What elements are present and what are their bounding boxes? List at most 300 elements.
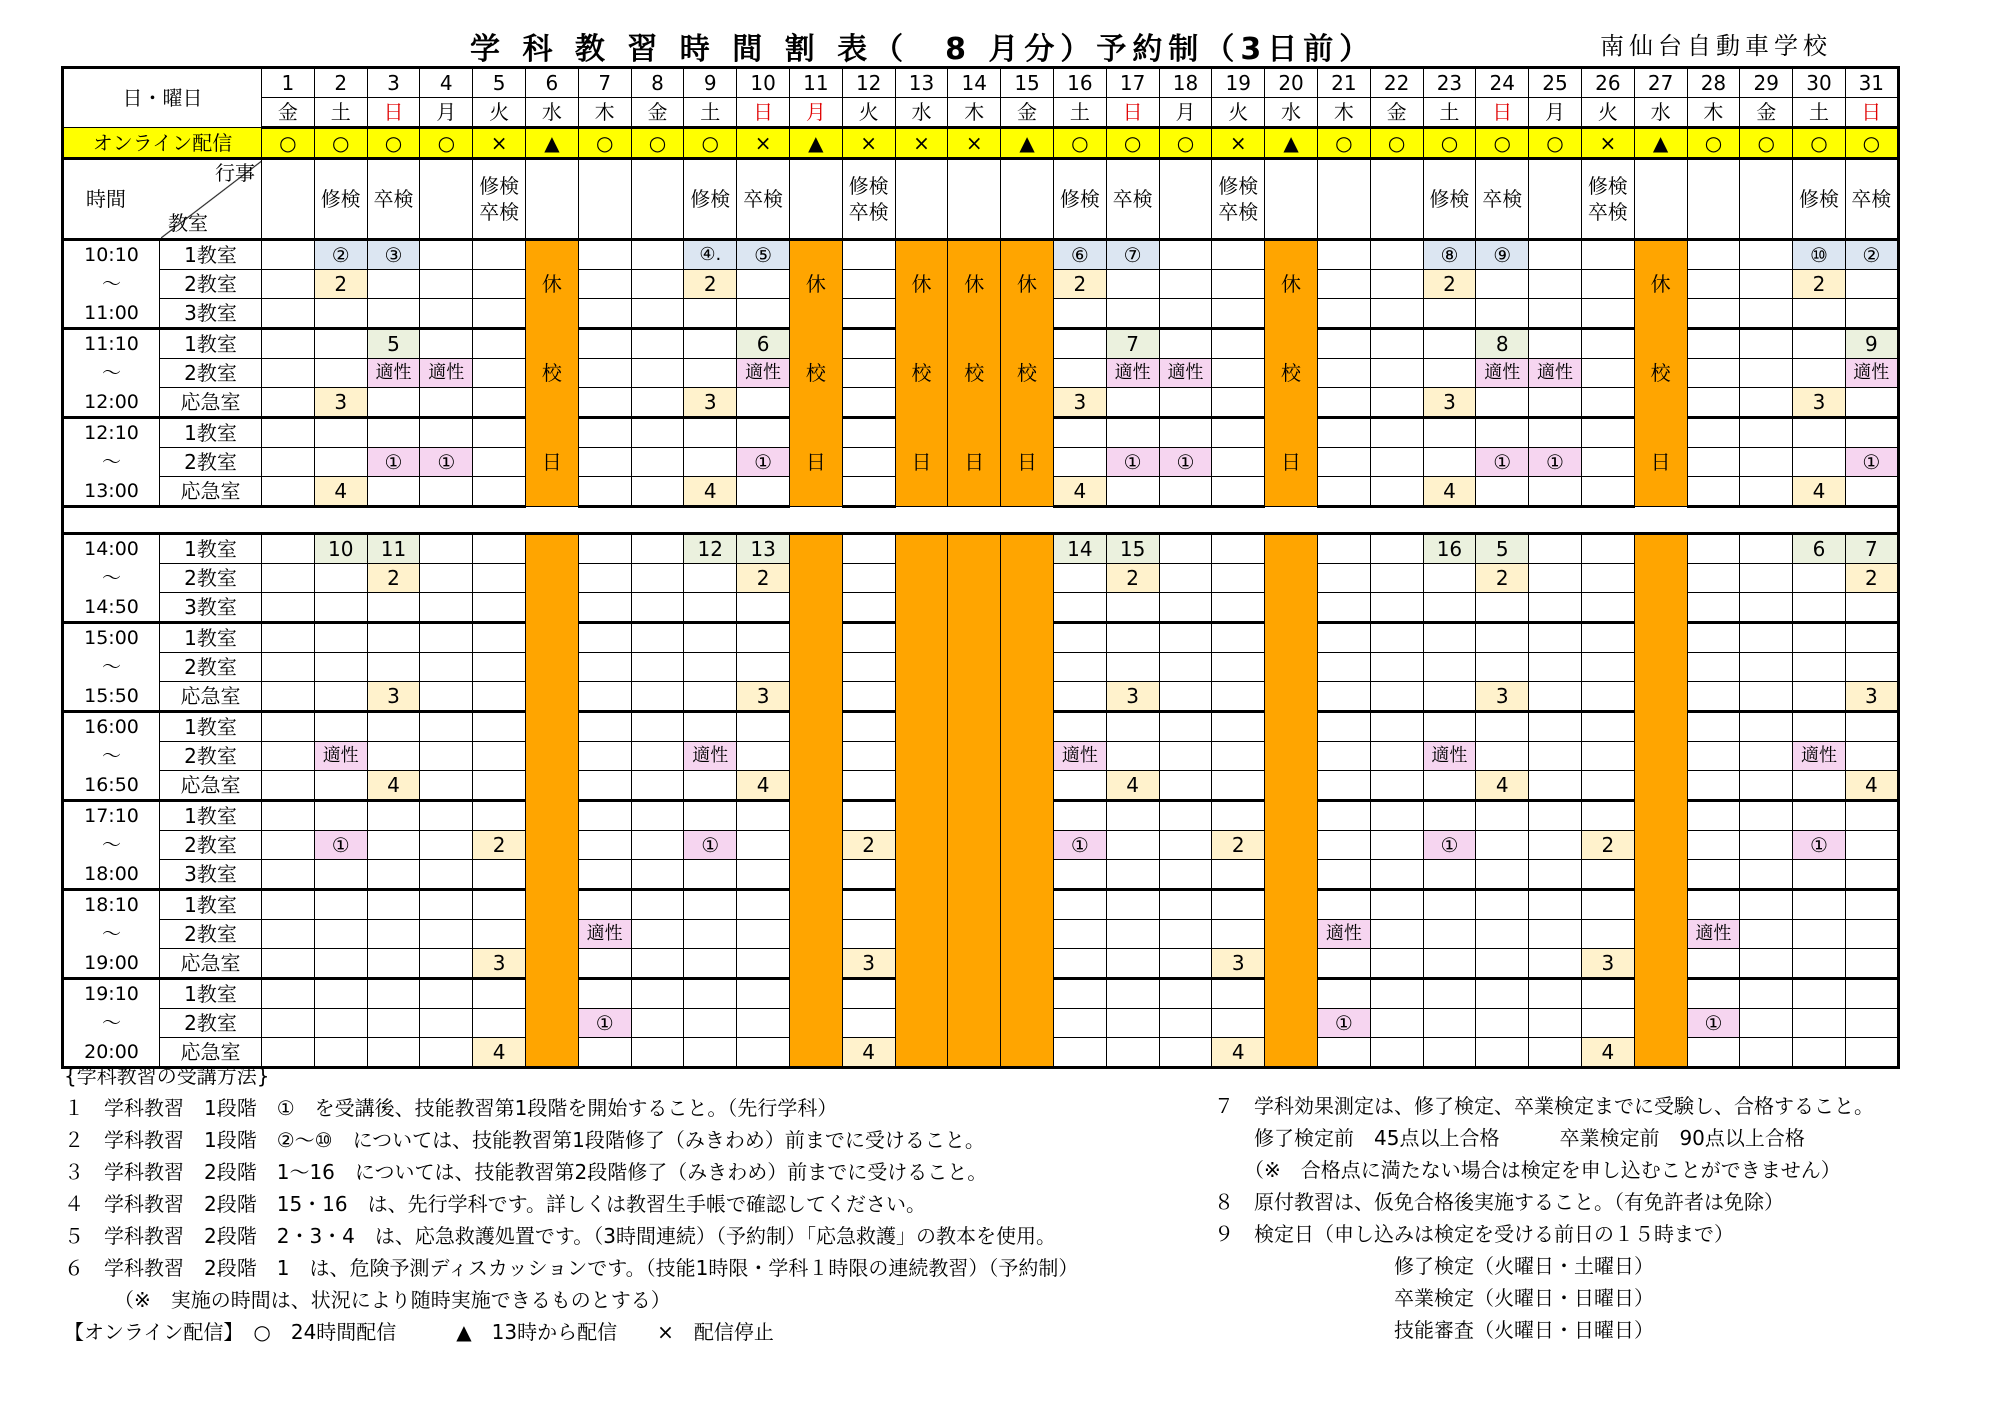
event-text: 卒検 [1587,200,1628,224]
time-cell [63,270,160,299]
closed-cell [1634,682,1687,712]
event-cell [684,159,737,240]
empty-cell [1687,564,1740,593]
lesson-cell: 4 [1053,477,1106,507]
empty-cell [578,593,631,623]
closed-cell [1265,477,1318,507]
empty-cell [578,949,631,979]
notes [64,1060,1934,1380]
room-name: 応急室 [160,682,262,712]
time-cell [63,949,160,979]
empty-cell [737,890,790,920]
empty-cell [1529,979,1582,1009]
closed-cell [1634,949,1687,979]
empty-cell [1581,329,1634,359]
empty-cell [1476,949,1529,979]
empty-cell [473,712,526,742]
closed-cell [1265,653,1318,682]
empty-cell [1370,949,1423,979]
closed-cell: 校 [895,359,948,388]
empty-cell [842,534,895,564]
room-name: 1教室 [160,240,262,270]
empty-cell [1740,477,1793,507]
empty-cell [1581,860,1634,890]
empty-cell [1845,920,1898,949]
closed-cell [1265,979,1318,1009]
closed-cell [1001,742,1054,771]
lesson-cell: 3 [367,682,420,712]
empty-cell [842,771,895,801]
day-number: 25 [1529,68,1582,98]
empty-cell [1581,1009,1634,1038]
closed-cell [525,771,578,801]
closed-cell [525,593,578,623]
empty-cell [1423,712,1476,742]
weekday-cell: 土 [684,98,737,128]
empty-cell [1423,771,1476,801]
empty-cell [631,534,684,564]
empty-cell [1317,771,1370,801]
empty-cell [262,477,315,507]
empty-cell [262,329,315,359]
lesson-cell: 3 [314,388,367,418]
closed-cell [789,477,842,507]
closed-cell [1001,712,1054,742]
lesson-cell: ⑦ [1106,240,1159,270]
note-line: 修了検定前 45点以上合格 卒業検定前 90点以上合格 [1214,1126,1805,1150]
empty-cell [578,831,631,860]
event-cell [631,159,684,240]
online-label: オンライン配信 [63,128,262,159]
closed-cell [1634,418,1687,448]
lesson-cell: 適性 [314,742,367,771]
empty-cell [314,1009,367,1038]
weekday-cell: 月 [420,98,473,128]
closed-cell [1634,920,1687,949]
end-time: 15:50 [84,684,139,707]
day-number: 18 [1159,68,1212,98]
empty-cell [1423,564,1476,593]
closed-cell [895,240,948,270]
empty-cell [1317,653,1370,682]
empty-cell [367,742,420,771]
empty-cell [578,623,631,653]
empty-cell [473,270,526,299]
closed-cell [1265,949,1318,979]
closed-cell [1634,712,1687,742]
closed-cell [525,920,578,949]
empty-cell [1159,418,1212,448]
lesson-cell: 4 [1476,771,1529,801]
lesson-cell: 3 [1793,388,1846,418]
event-text: 修検 [1587,174,1628,198]
empty-cell [1793,771,1846,801]
lesson-cell: ⑧ [1423,240,1476,270]
empty-cell [631,742,684,771]
note-line: 【オンライン配信】 ○ 24時間配信 ▲ 13時から配信 × 配信停止 [64,1320,774,1344]
empty-cell [1106,831,1159,860]
empty-cell [420,831,473,860]
tilde: 〜 [101,362,121,384]
empty-cell [1317,623,1370,653]
empty-cell [262,979,315,1009]
lesson-cell: 適性 [1476,359,1529,388]
closed-cell [895,1009,948,1038]
time-cell [63,1009,160,1038]
empty-cell [1529,801,1582,831]
lesson-cell: 適性 [1423,742,1476,771]
empty-cell [1423,448,1476,477]
empty-cell [1529,564,1582,593]
empty-cell [1106,270,1159,299]
closed-cell: 日 [1265,448,1318,477]
empty-cell [1053,329,1106,359]
event-cell [1265,159,1318,240]
closed-cell [1001,979,1054,1009]
closed-cell [1265,682,1318,712]
event-cell [842,159,895,240]
empty-cell [1317,682,1370,712]
empty-cell [1053,653,1106,682]
empty-cell [842,712,895,742]
time-cell [63,534,160,564]
weekday-cell: 土 [314,98,367,128]
weekday-cell: 日 [1106,98,1159,128]
room-name: 応急室 [160,1038,262,1068]
empty-cell [684,593,737,623]
empty-cell [1740,388,1793,418]
weekday-cell: 水 [895,98,948,128]
empty-cell [1476,979,1529,1009]
event-cell [1476,159,1529,240]
empty-cell [1793,682,1846,712]
closed-cell [1001,240,1054,270]
lesson-cell: 2 [1053,270,1106,299]
closed-cell [1634,860,1687,890]
empty-cell [842,682,895,712]
empty-cell [1212,653,1265,682]
empty-cell [1370,388,1423,418]
empty-cell [842,388,895,418]
closed-cell [789,920,842,949]
lesson-cell: ① [1317,1009,1370,1038]
empty-cell [1793,448,1846,477]
weekday-cell: 金 [1370,98,1423,128]
day-number: 2 [314,68,367,98]
empty-cell [1106,1009,1159,1038]
empty-cell [1423,418,1476,448]
closed-cell [1001,623,1054,653]
empty-cell [1581,920,1634,949]
closed-cell [1265,801,1318,831]
online-status: ○ [1476,128,1529,159]
empty-cell [1053,949,1106,979]
empty-cell [367,477,420,507]
notes-right [1214,1090,1974,1346]
empty-cell [1529,1009,1582,1038]
empty-cell [1740,801,1793,831]
event-cell [948,159,1001,240]
empty-cell [1370,623,1423,653]
empty-cell [1106,593,1159,623]
event-cell [1687,159,1740,240]
closed-cell [1001,920,1054,949]
lesson-cell: 14 [1053,534,1106,564]
empty-cell [737,623,790,653]
empty-cell [1370,593,1423,623]
lesson-cell: 適性 [1159,359,1212,388]
empty-cell [684,1009,737,1038]
lesson-cell: ⑤ [737,240,790,270]
empty-cell [1740,949,1793,979]
day-number: 20 [1265,68,1318,98]
event-cell [1634,159,1687,240]
day-number: 21 [1317,68,1370,98]
closed-cell: 校 [789,359,842,388]
empty-cell [262,240,315,270]
empty-cell [631,682,684,712]
note-line: 修了検定（火曜日・土曜日） [1214,1254,1654,1278]
empty-cell [1423,359,1476,388]
empty-cell [1581,593,1634,623]
empty-cell [631,448,684,477]
empty-cell [1106,742,1159,771]
lesson-cell: 2 [842,831,895,860]
closed-cell [948,653,1001,682]
online-status: ○ [1053,128,1106,159]
empty-cell [631,418,684,448]
weekday-cell: 月 [1529,98,1582,128]
empty-cell [314,712,367,742]
empty-cell [420,890,473,920]
closed-cell: 校 [1265,359,1318,388]
weekday-cell: 日 [367,98,420,128]
lesson-cell: 2 [1845,564,1898,593]
empty-cell [473,299,526,329]
empty-cell [262,534,315,564]
time-cell [63,418,160,448]
empty-cell [1476,477,1529,507]
closed-cell [789,299,842,329]
closed-cell [1634,623,1687,653]
empty-cell [1317,240,1370,270]
empty-cell [1581,418,1634,448]
online-status: ○ [1845,128,1898,159]
lesson-cell: ① [1793,831,1846,860]
note-line: ３ 学科教習 2段階 1～16 については、技能教習第2段階修了（みきわめ）前までに受けること。 [64,1160,988,1184]
lesson-cell: 適性 [1845,359,1898,388]
lesson-cell: 4 [1423,477,1476,507]
lesson-cell: 2 [367,564,420,593]
empty-cell [1159,477,1212,507]
room-name: 2教室 [160,270,262,299]
note-line: ８ 原付教習は、仮免合格後実施すること。（有免許者は免除） [1214,1190,1784,1214]
empty-cell [1581,742,1634,771]
empty-cell [314,448,367,477]
empty-cell [262,593,315,623]
empty-cell [1529,299,1582,329]
empty-cell [737,477,790,507]
empty-cell [631,860,684,890]
lesson-cell: ② [314,240,367,270]
empty-cell [473,653,526,682]
empty-cell [1053,359,1106,388]
empty-cell [684,949,737,979]
closed-cell: 日 [1001,448,1054,477]
empty-cell [684,299,737,329]
empty-cell [1845,712,1898,742]
closed-cell [789,801,842,831]
empty-cell [684,771,737,801]
lesson-cell: 2 [684,270,737,299]
lesson-cell: ① [420,448,473,477]
event-text: 卒検 [373,187,414,211]
room-name: 応急室 [160,477,262,507]
empty-cell [578,653,631,682]
closed-cell [789,388,842,418]
closed-cell [1001,388,1054,418]
empty-cell [420,771,473,801]
closed-cell [1265,623,1318,653]
closed-cell [1634,534,1687,564]
closed-cell [948,564,1001,593]
closed-cell [948,979,1001,1009]
empty-cell [262,890,315,920]
closed-cell [895,949,948,979]
note-line: ２ 学科教習 1段階 ②～⑩ については、技能教習第1段階修了（みきわめ）前までに受けること。 [64,1128,985,1152]
end-time: 18:00 [84,862,139,885]
event-text: 修検 [1059,187,1100,211]
room-name: 2教室 [160,831,262,860]
empty-cell [367,831,420,860]
empty-cell [420,329,473,359]
empty-cell [1106,801,1159,831]
empty-cell [1687,860,1740,890]
empty-cell [367,949,420,979]
tilde: 〜 [101,834,121,856]
empty-cell [1740,534,1793,564]
empty-cell [1687,240,1740,270]
empty-cell [1159,771,1212,801]
empty-cell [631,831,684,860]
empty-cell [1106,712,1159,742]
lesson-cell: 適性 [578,920,631,949]
lesson-cell: 2 [1476,564,1529,593]
closed-cell [789,831,842,860]
empty-cell [1370,653,1423,682]
empty-cell [1053,418,1106,448]
empty-cell [1476,299,1529,329]
empty-cell [1159,653,1212,682]
time-cell [63,329,160,359]
empty-cell [1370,742,1423,771]
room-name: 2教室 [160,742,262,771]
empty-cell [420,388,473,418]
weekday-cell: 金 [1001,98,1054,128]
weekday-cell: 金 [631,98,684,128]
empty-cell [1845,653,1898,682]
closed-cell [1001,477,1054,507]
empty-cell [1740,299,1793,329]
closed-cell [1634,801,1687,831]
online-status: ○ [684,128,737,159]
lesson-cell: 4 [367,771,420,801]
day-number: 22 [1370,68,1423,98]
room-name: 応急室 [160,388,262,418]
event-cell [1793,159,1846,240]
lesson-cell: 11 [367,534,420,564]
empty-cell [1740,564,1793,593]
event-text: 卒検 [1482,187,1523,211]
empty-cell [1159,240,1212,270]
lesson-cell: 適性 [1053,742,1106,771]
weekday-cell: 木 [1317,98,1370,128]
event-text: 卒検 [743,187,784,211]
empty-cell [1370,534,1423,564]
empty-cell [262,860,315,890]
day-number: 24 [1476,68,1529,98]
tilde: 〜 [101,451,121,473]
lesson-cell: 13 [737,534,790,564]
empty-cell [314,564,367,593]
day-number: 16 [1053,68,1106,98]
tilde: 〜 [101,656,121,678]
tilde: 〜 [101,1012,121,1034]
empty-cell [842,329,895,359]
empty-cell [1212,890,1265,920]
empty-cell [1370,831,1423,860]
closed-cell [948,771,1001,801]
time-cell [63,240,160,270]
empty-cell [1793,359,1846,388]
online-status: ○ [1529,128,1582,159]
empty-cell [578,359,631,388]
end-time: 12:00 [84,390,139,413]
empty-cell [631,329,684,359]
empty-cell [1212,920,1265,949]
empty-cell [420,240,473,270]
closed-cell: 休 [895,270,948,299]
closed-cell [1265,299,1318,329]
closed-cell: 校 [525,359,578,388]
empty-cell [631,890,684,920]
lesson-cell: 10 [314,534,367,564]
day-number: 31 [1845,68,1898,98]
empty-cell [1370,979,1423,1009]
weekday-cell: 木 [948,98,1001,128]
closed-cell [1634,388,1687,418]
time-cell [63,979,160,1009]
room-name: 2教室 [160,448,262,477]
closed-cell [1634,979,1687,1009]
empty-cell [1212,418,1265,448]
closed-cell [525,1009,578,1038]
online-status: ○ [1159,128,1212,159]
closed-cell [895,801,948,831]
online-status: ○ [1106,128,1159,159]
empty-cell [1740,890,1793,920]
empty-cell [1317,979,1370,1009]
event-cell [262,159,315,240]
lesson-cell: 9 [1845,329,1898,359]
room-name: 応急室 [160,949,262,979]
empty-cell [1159,712,1212,742]
empty-cell [1212,771,1265,801]
closed-cell [1265,920,1318,949]
empty-cell [473,1009,526,1038]
time-cell [63,831,160,860]
lesson-cell: 適性 [367,359,420,388]
